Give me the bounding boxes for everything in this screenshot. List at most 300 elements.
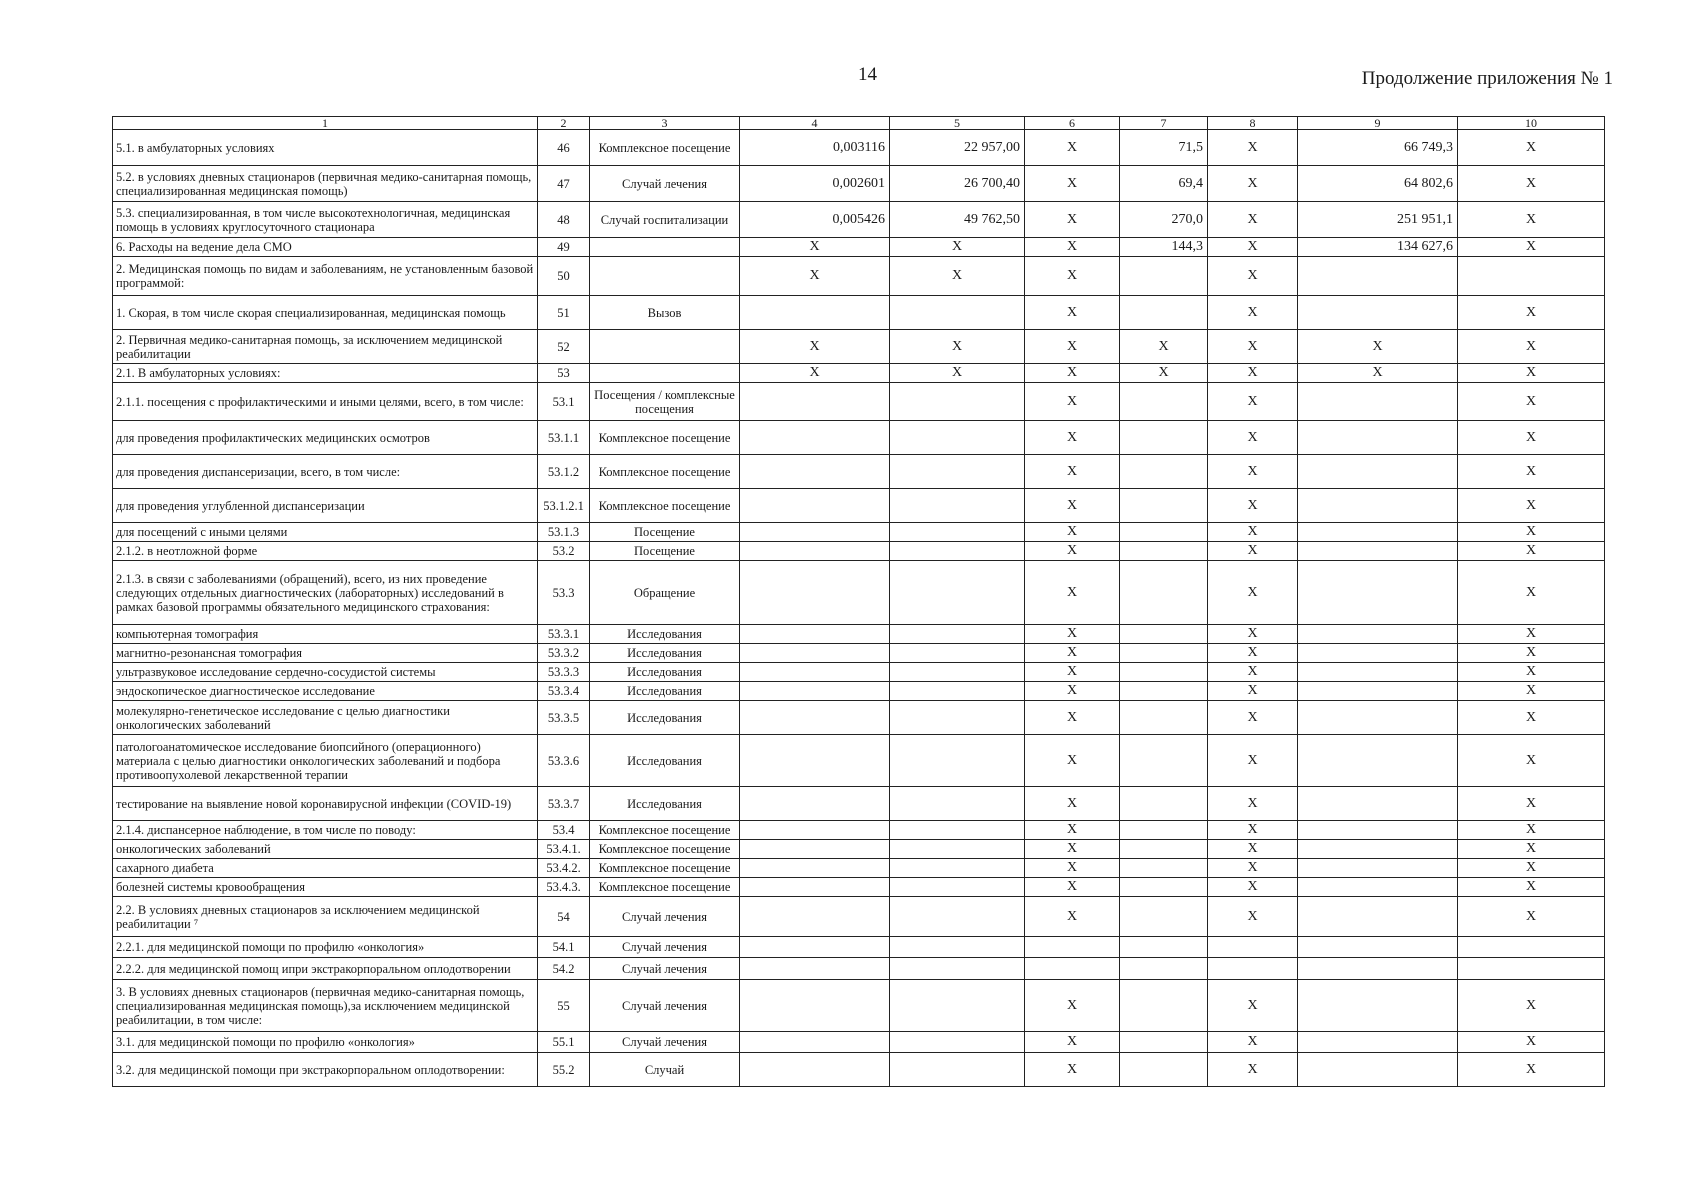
table-row	[113, 257, 1605, 296]
column-header: 6	[1025, 117, 1120, 130]
col-6-value: X	[1025, 455, 1120, 489]
table-row	[113, 859, 1605, 878]
col-7-value	[1120, 878, 1208, 897]
row-unit: Случай лечения	[590, 1032, 740, 1053]
col-7-value	[1120, 897, 1208, 937]
col-9-value	[1298, 958, 1458, 980]
col-9-value	[1298, 489, 1458, 523]
row-unit: Комплексное посещение	[590, 821, 740, 840]
column-header: 8	[1208, 117, 1298, 130]
col-7-value: 69,4	[1120, 166, 1208, 202]
col-7-value	[1120, 787, 1208, 821]
col-10-value	[1458, 937, 1605, 958]
col-7-value	[1120, 1053, 1208, 1087]
col-9-value	[1298, 421, 1458, 455]
col-8-value: X	[1208, 202, 1298, 238]
col-8-value: X	[1208, 1053, 1298, 1087]
col-9-value	[1298, 897, 1458, 937]
col-7-value	[1120, 937, 1208, 958]
col-10-value: X	[1458, 542, 1605, 561]
col-5-value	[890, 878, 1025, 897]
row-description: магнитно-резонансная томография	[113, 644, 538, 663]
col-10-value: X	[1458, 701, 1605, 735]
col-10-value: X	[1458, 625, 1605, 644]
col-9-value	[1298, 296, 1458, 330]
table-row	[113, 523, 1605, 542]
col-4-value: X	[740, 330, 890, 364]
col-9-value	[1298, 840, 1458, 859]
col-4-value	[740, 897, 890, 937]
row-code: 53.3	[538, 561, 590, 625]
col-5-value	[890, 625, 1025, 644]
col-6-value: X	[1025, 859, 1120, 878]
col-9-value	[1298, 859, 1458, 878]
col-5-value	[890, 561, 1025, 625]
col-5-value	[890, 937, 1025, 958]
row-description: онкологических заболеваний	[113, 840, 538, 859]
table-row	[113, 625, 1605, 644]
row-unit: Случай	[590, 1053, 740, 1087]
col-10-value: X	[1458, 821, 1605, 840]
row-description: 3.1. для медицинской помощи по профилю «онкология»	[113, 1032, 538, 1053]
col-10-value: X	[1458, 330, 1605, 364]
col-9-value	[1298, 980, 1458, 1032]
table-row	[113, 383, 1605, 421]
col-5-value: X	[890, 330, 1025, 364]
col-10-value: X	[1458, 878, 1605, 897]
row-description: 2.2.1. для медицинской помощи по профилю «онкология»	[113, 937, 538, 958]
col-6-value: X	[1025, 383, 1120, 421]
col-6-value: X	[1025, 735, 1120, 787]
table-row	[113, 735, 1605, 787]
row-unit: Случай лечения	[590, 897, 740, 937]
table-row	[113, 663, 1605, 682]
table-row	[113, 238, 1605, 257]
row-unit: Комплексное посещение	[590, 455, 740, 489]
col-6-value: X	[1025, 701, 1120, 735]
col-5-value: 26 700,40	[890, 166, 1025, 202]
row-unit	[590, 238, 740, 257]
col-7-value	[1120, 821, 1208, 840]
row-description: 2.2. В условиях дневных стационаров за исключением медицинской реабилитации ⁷	[113, 897, 538, 937]
row-unit: Вызов	[590, 296, 740, 330]
table-row	[113, 561, 1605, 625]
col-6-value	[1025, 937, 1120, 958]
row-code: 53.3.6	[538, 735, 590, 787]
col-7-value	[1120, 489, 1208, 523]
row-description: молекулярно-генетическое исследование с целью диагностики онкологических заболеваний	[113, 701, 538, 735]
row-unit: Комплексное посещение	[590, 859, 740, 878]
col-10-value: X	[1458, 523, 1605, 542]
table-row	[113, 840, 1605, 859]
col-7-value	[1120, 455, 1208, 489]
column-header: 10	[1458, 117, 1605, 130]
col-7-value	[1120, 296, 1208, 330]
col-5-value	[890, 542, 1025, 561]
col-6-value: X	[1025, 821, 1120, 840]
row-description: для посещений с иными целями	[113, 523, 538, 542]
table-row	[113, 130, 1605, 166]
col-5-value	[890, 489, 1025, 523]
col-7-value	[1120, 625, 1208, 644]
col-5-value: X	[890, 364, 1025, 383]
row-description: 5.3. специализированная, в том числе высокотехнологичная, медицинская помощь в условиях круглосуточного стационара	[113, 202, 538, 238]
col-5-value	[890, 701, 1025, 735]
col-4-value	[740, 878, 890, 897]
col-7-value	[1120, 682, 1208, 701]
col-8-value: X	[1208, 682, 1298, 701]
row-code: 46	[538, 130, 590, 166]
row-unit: Комплексное посещение	[590, 840, 740, 859]
col-8-value: X	[1208, 455, 1298, 489]
col-4-value	[740, 296, 890, 330]
col-4-value	[740, 489, 890, 523]
col-8-value	[1208, 958, 1298, 980]
col-10-value: X	[1458, 364, 1605, 383]
col-9-value	[1298, 682, 1458, 701]
col-8-value: X	[1208, 701, 1298, 735]
col-9-value	[1298, 663, 1458, 682]
row-description: тестирование на выявление новой коронавирусной инфекции (COVID-19)	[113, 787, 538, 821]
row-code: 53.3.7	[538, 787, 590, 821]
col-5-value	[890, 644, 1025, 663]
table-row	[113, 166, 1605, 202]
col-4-value	[740, 958, 890, 980]
row-unit: Исследования	[590, 663, 740, 682]
col-4-value: X	[740, 257, 890, 296]
col-5-value: X	[890, 238, 1025, 257]
row-unit: Посещение	[590, 523, 740, 542]
col-7-value	[1120, 644, 1208, 663]
col-10-value: X	[1458, 130, 1605, 166]
row-unit: Обращение	[590, 561, 740, 625]
col-4-value	[740, 542, 890, 561]
col-6-value: X	[1025, 166, 1120, 202]
col-5-value: 49 762,50	[890, 202, 1025, 238]
row-code: 54.2	[538, 958, 590, 980]
col-10-value: X	[1458, 296, 1605, 330]
row-unit: Случай лечения	[590, 166, 740, 202]
col-7-value	[1120, 840, 1208, 859]
col-10-value: X	[1458, 202, 1605, 238]
col-4-value: X	[740, 238, 890, 257]
column-header: 1	[113, 117, 538, 130]
col-10-value: X	[1458, 383, 1605, 421]
col-7-value	[1120, 735, 1208, 787]
col-9-value: 251 951,1	[1298, 202, 1458, 238]
col-7-value: 144,3	[1120, 238, 1208, 257]
col-6-value: X	[1025, 364, 1120, 383]
col-5-value	[890, 1032, 1025, 1053]
col-6-value: X	[1025, 202, 1120, 238]
col-7-value	[1120, 421, 1208, 455]
col-10-value: X	[1458, 735, 1605, 787]
page-number: 14	[858, 64, 877, 85]
col-7-value	[1120, 663, 1208, 682]
col-8-value: X	[1208, 980, 1298, 1032]
row-code: 53.1	[538, 383, 590, 421]
col-5-value	[890, 735, 1025, 787]
row-unit	[590, 364, 740, 383]
col-8-value: X	[1208, 1032, 1298, 1053]
row-code: 49	[538, 238, 590, 257]
col-6-value: X	[1025, 523, 1120, 542]
col-6-value: X	[1025, 257, 1120, 296]
col-10-value	[1458, 257, 1605, 296]
col-5-value	[890, 663, 1025, 682]
col-5-value	[890, 421, 1025, 455]
col-10-value: X	[1458, 980, 1605, 1032]
row-code: 50	[538, 257, 590, 296]
col-4-value	[740, 561, 890, 625]
col-4-value	[740, 980, 890, 1032]
row-description: эндоскопическое диагностическое исследование	[113, 682, 538, 701]
col-7-value	[1120, 1032, 1208, 1053]
col-4-value	[740, 840, 890, 859]
col-9-value: 64 802,6	[1298, 166, 1458, 202]
row-code: 53.4	[538, 821, 590, 840]
col-4-value	[740, 701, 890, 735]
col-4-value	[740, 682, 890, 701]
col-4-value	[740, 821, 890, 840]
column-header: 2	[538, 117, 590, 130]
col-5-value	[890, 383, 1025, 421]
col-5-value	[890, 859, 1025, 878]
row-unit: Комплексное посещение	[590, 421, 740, 455]
row-description: 3.2. для медицинской помощи при экстракорпоральном оплодотворении:	[113, 1053, 538, 1087]
col-5-value	[890, 455, 1025, 489]
col-4-value	[740, 523, 890, 542]
col-10-value: X	[1458, 561, 1605, 625]
col-10-value: X	[1458, 859, 1605, 878]
col-4-value	[740, 937, 890, 958]
row-code: 53.3.5	[538, 701, 590, 735]
col-5-value	[890, 958, 1025, 980]
column-header: 3	[590, 117, 740, 130]
col-7-value	[1120, 980, 1208, 1032]
col-6-value	[1025, 958, 1120, 980]
col-9-value	[1298, 523, 1458, 542]
col-10-value: X	[1458, 421, 1605, 455]
col-8-value: X	[1208, 296, 1298, 330]
row-unit: Исследования	[590, 735, 740, 787]
col-9-value	[1298, 878, 1458, 897]
row-code: 53.3.1	[538, 625, 590, 644]
row-code: 53.3.4	[538, 682, 590, 701]
col-9-value	[1298, 644, 1458, 663]
col-10-value: X	[1458, 644, 1605, 663]
row-description: 2.1. В амбулаторных условиях:	[113, 364, 538, 383]
col-7-value	[1120, 257, 1208, 296]
col-4-value	[740, 625, 890, 644]
col-10-value: X	[1458, 489, 1605, 523]
col-9-value	[1298, 701, 1458, 735]
col-9-value	[1298, 937, 1458, 958]
col-6-value: X	[1025, 625, 1120, 644]
col-10-value: X	[1458, 1053, 1605, 1087]
row-unit: Случай госпитализации	[590, 202, 740, 238]
col-9-value	[1298, 561, 1458, 625]
col-10-value: X	[1458, 840, 1605, 859]
row-description: 6. Расходы на ведение дела СМО	[113, 238, 538, 257]
col-9-value	[1298, 787, 1458, 821]
col-5-value	[890, 897, 1025, 937]
row-description: 2.1.3. в связи с заболеваниями (обращений), всего, из них проведение следующих отдельных диагностических (лабораторных) исследований в рамках базовой программы обязательного медицинского страхования:	[113, 561, 538, 625]
row-code: 53.4.1.	[538, 840, 590, 859]
col-8-value: X	[1208, 625, 1298, 644]
row-description: 3. В условиях дневных стационаров (первичная медико-санитарная помощь, специализированная медицинская помощь),за исключением медицинской реабилитации, в том числе:	[113, 980, 538, 1032]
row-code: 53.2	[538, 542, 590, 561]
col-10-value: X	[1458, 663, 1605, 682]
col-4-value	[740, 735, 890, 787]
table-row	[113, 701, 1605, 735]
col-8-value: X	[1208, 735, 1298, 787]
col-8-value: X	[1208, 330, 1298, 364]
col-6-value: X	[1025, 897, 1120, 937]
col-7-value: 270,0	[1120, 202, 1208, 238]
row-code: 55	[538, 980, 590, 1032]
table-row	[113, 202, 1605, 238]
col-5-value	[890, 787, 1025, 821]
row-code: 53.3.3	[538, 663, 590, 682]
col-7-value	[1120, 958, 1208, 980]
col-4-value: 0,002601	[740, 166, 890, 202]
row-unit: Исследования	[590, 701, 740, 735]
col-7-value	[1120, 701, 1208, 735]
col-8-value: X	[1208, 787, 1298, 821]
col-9-value: 66 749,3	[1298, 130, 1458, 166]
row-unit: Комплексное посещение	[590, 489, 740, 523]
col-4-value	[740, 421, 890, 455]
column-header: 9	[1298, 117, 1458, 130]
col-9-value	[1298, 821, 1458, 840]
column-header-row	[113, 117, 1605, 130]
col-9-value	[1298, 625, 1458, 644]
col-9-value	[1298, 257, 1458, 296]
col-6-value: X	[1025, 421, 1120, 455]
row-description: болезней системы кровообращения	[113, 878, 538, 897]
col-9-value	[1298, 542, 1458, 561]
table-row	[113, 644, 1605, 663]
row-unit: Случай лечения	[590, 980, 740, 1032]
col-10-value: X	[1458, 1032, 1605, 1053]
table-row	[113, 682, 1605, 701]
col-4-value	[740, 859, 890, 878]
table-row	[113, 455, 1605, 489]
col-7-value	[1120, 859, 1208, 878]
col-4-value	[740, 1053, 890, 1087]
col-7-value: X	[1120, 330, 1208, 364]
row-description: для проведения диспансеризации, всего, в том числе:	[113, 455, 538, 489]
col-8-value: X	[1208, 166, 1298, 202]
col-4-value	[740, 787, 890, 821]
col-6-value: X	[1025, 542, 1120, 561]
row-code: 53.1.1	[538, 421, 590, 455]
table-row	[113, 489, 1605, 523]
col-5-value	[890, 1053, 1025, 1087]
row-code: 54.1	[538, 937, 590, 958]
col-6-value: X	[1025, 296, 1120, 330]
row-code: 54	[538, 897, 590, 937]
col-8-value: X	[1208, 821, 1298, 840]
row-code: 53.4.2.	[538, 859, 590, 878]
row-code: 47	[538, 166, 590, 202]
row-description: 2.1.4. диспансерное наблюдение, в том числе по поводу:	[113, 821, 538, 840]
row-description: для проведения профилактических медицинских осмотров	[113, 421, 538, 455]
col-7-value: X	[1120, 364, 1208, 383]
col-9-value	[1298, 455, 1458, 489]
col-8-value: X	[1208, 257, 1298, 296]
row-description: 5.1. в амбулаторных условиях	[113, 130, 538, 166]
row-unit: Исследования	[590, 787, 740, 821]
col-9-value	[1298, 1053, 1458, 1087]
row-unit	[590, 257, 740, 296]
row-description: сахарного диабета	[113, 859, 538, 878]
row-description: компьютерная томография	[113, 625, 538, 644]
row-description: ультразвуковое исследование сердечно-сосудистой системы	[113, 663, 538, 682]
col-10-value: X	[1458, 238, 1605, 257]
col-4-value	[740, 383, 890, 421]
col-7-value	[1120, 523, 1208, 542]
col-6-value: X	[1025, 644, 1120, 663]
row-code: 51	[538, 296, 590, 330]
col-10-value: X	[1458, 897, 1605, 937]
col-10-value: X	[1458, 455, 1605, 489]
col-10-value: X	[1458, 166, 1605, 202]
col-7-value	[1120, 561, 1208, 625]
row-description: 2.1.2. в неотложной форме	[113, 542, 538, 561]
col-8-value: X	[1208, 897, 1298, 937]
col-9-value: X	[1298, 364, 1458, 383]
col-6-value: X	[1025, 330, 1120, 364]
col-6-value: X	[1025, 682, 1120, 701]
table-row	[113, 330, 1605, 364]
row-unit: Комплексное посещение	[590, 878, 740, 897]
col-5-value	[890, 296, 1025, 330]
row-unit: Исследования	[590, 625, 740, 644]
col-4-value: X	[740, 364, 890, 383]
row-code: 52	[538, 330, 590, 364]
col-6-value: X	[1025, 663, 1120, 682]
row-unit: Случай лечения	[590, 937, 740, 958]
col-6-value: X	[1025, 238, 1120, 257]
col-5-value	[890, 682, 1025, 701]
col-6-value: X	[1025, 787, 1120, 821]
continuation-label: Продолжение приложения № 1	[1361, 68, 1613, 89]
col-8-value: X	[1208, 523, 1298, 542]
col-8-value: X	[1208, 383, 1298, 421]
col-6-value: X	[1025, 561, 1120, 625]
col-7-value: 71,5	[1120, 130, 1208, 166]
col-5-value: 22 957,00	[890, 130, 1025, 166]
row-description: патологоанатомическое исследование биопсийного (операционного) материала с целью диагностики онкологических заболеваний и подбора противоопухолевой лекарственной терапии	[113, 735, 538, 787]
row-description: для проведения углубленной диспансеризации	[113, 489, 538, 523]
col-4-value: 0,003116	[740, 130, 890, 166]
row-description: 1. Скорая, в том числе скорая специализированная, медицинская помощь	[113, 296, 538, 330]
col-5-value	[890, 523, 1025, 542]
col-6-value: X	[1025, 130, 1120, 166]
col-8-value: X	[1208, 878, 1298, 897]
appendix-table	[112, 116, 1605, 1087]
row-unit: Посещение	[590, 542, 740, 561]
col-6-value: X	[1025, 1032, 1120, 1053]
col-6-value: X	[1025, 980, 1120, 1032]
col-9-value	[1298, 735, 1458, 787]
row-unit	[590, 330, 740, 364]
row-unit: Исследования	[590, 682, 740, 701]
col-8-value: X	[1208, 840, 1298, 859]
row-code: 53.3.2	[538, 644, 590, 663]
